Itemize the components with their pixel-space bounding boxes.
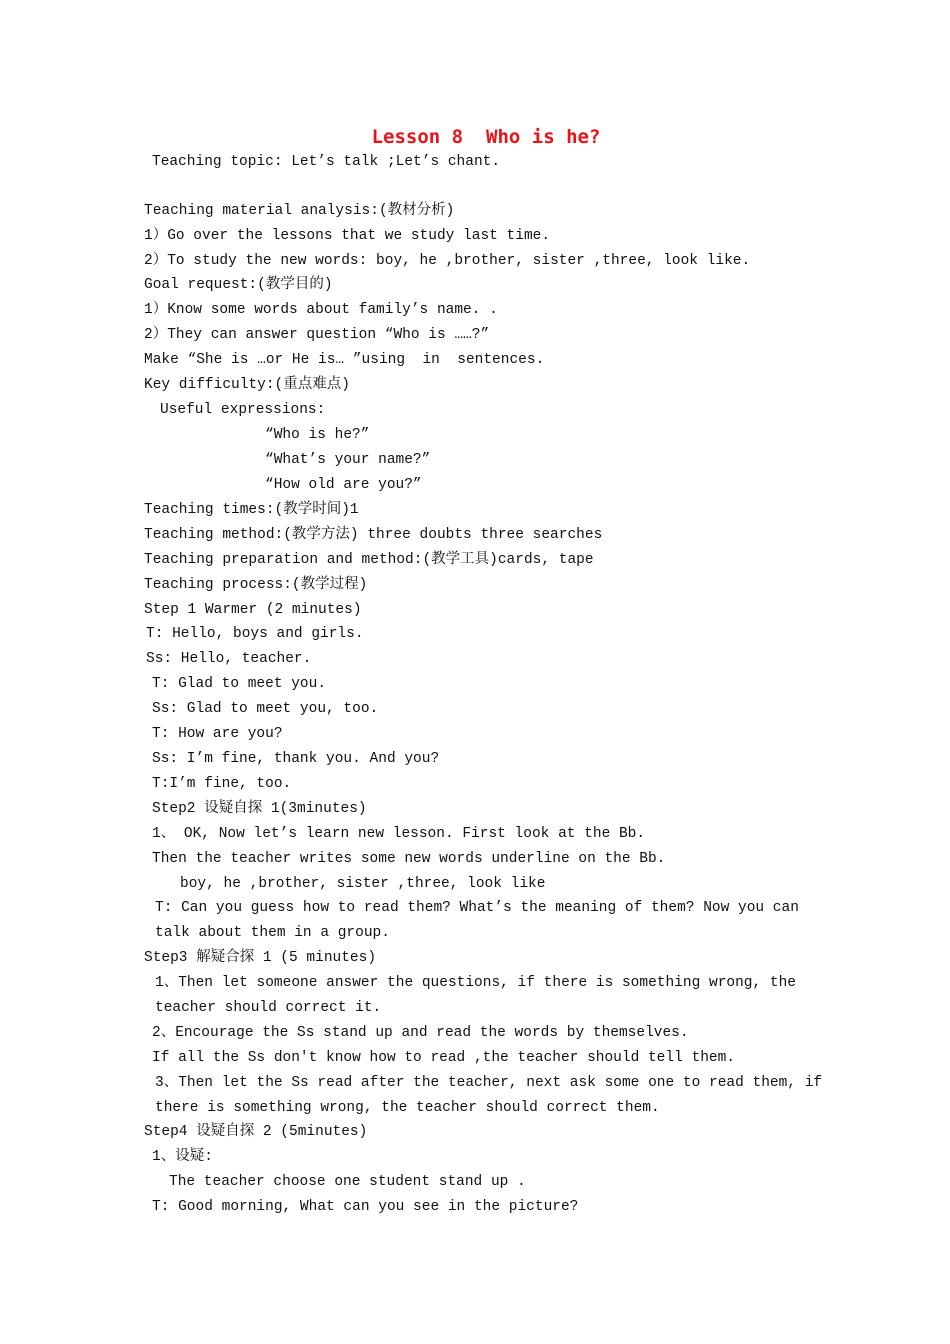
text-line: teacher should correct it. [155,1000,382,1016]
dialogue-line: T: Hello, boys and girls. [146,626,364,642]
text-line: 3、Then let the Ss read after the teacher, next ask some one to read them, if [155,1075,823,1091]
text-line: The teacher choose one student stand up . [169,1174,526,1190]
text-line: 1）Know some words about family’s name. . [144,302,498,318]
text-line: there is something wrong, the teacher should correct them. [155,1100,660,1116]
expression-line: “Who is he?” [265,427,370,443]
text-line: T: Can you guess how to read them? What’s the meaning of them? Now you can [155,900,799,916]
text-line: Useful expressions: [160,402,326,418]
expression-line: “How old are you?” [265,477,422,493]
teaching-times: Teaching times:(教学时间)1 [144,502,359,518]
teaching-method: Teaching method:(教学方法) three doubts three searches [144,527,603,543]
dialogue-line: Ss: I’m fine, thank you. And you? [152,751,440,767]
dialogue-line: T: Glad to meet you. [152,676,327,692]
step-heading: Step3 解疑合探 1 (5 minutes) [144,950,377,966]
expression-line: “What’s your name?” [265,452,431,468]
material-analysis-heading: Teaching material analysis:(教材分析) [144,203,455,219]
goal-request-heading: Goal request:(教学目的) [144,277,333,293]
text-line: 2、Encourage the Ss stand up and read the words by themselves. [152,1025,689,1041]
step-heading: Step 1 Warmer (2 minutes) [144,602,362,618]
text-line: talk about them in a group. [155,925,390,941]
text-line: 1、 OK, Now let’s learn new lesson. First look at the Bb. [152,826,646,842]
text-line: 1、设疑: [152,1149,213,1165]
dialogue-line: T: Good morning, What can you see in the picture? [152,1199,579,1215]
dialogue-line: T: How are you? [152,726,283,742]
teaching-topic: Teaching topic: Let’s talk ;Let’s chant. [152,154,501,170]
dialogue-line: Ss: Hello, teacher. [146,651,312,667]
teaching-preparation: Teaching preparation and method:(教学工具)cards, tape [144,552,594,568]
text-line: 1、Then let someone answer the questions, if there is something wrong, the [155,975,797,991]
dialogue-line: Ss: Glad to meet you, too. [152,701,379,717]
step-heading: Step4 设疑自探 2 (5minutes) [144,1124,368,1140]
step-heading: Step2 设疑自探 1(3minutes) [152,801,367,817]
lesson-title: Lesson 8 Who is he? [371,126,601,148]
text-line: Then the teacher writes some new words underline on the Bb. [152,851,666,867]
text-line: If all the Ss don't know how to read ,the teacher should tell them. [152,1050,735,1066]
text-line: 2）They can answer question “Who is ……?” [144,327,490,343]
teaching-process-heading: Teaching process:(教学过程) [144,577,368,593]
text-line: 1）Go over the lessons that we study last time. [144,228,551,244]
key-difficulty-heading: Key difficulty:(重点难点) [144,377,350,393]
text-line: Make “She is …or He is… ”using in sentences. [144,352,545,368]
text-line: 2）To study the new words: boy, he ,brother, sister ,three, look like. [144,253,751,269]
dialogue-line: T:I’m fine, too. [152,776,292,792]
text-line: boy, he ,brother, sister ,three, look like [180,876,546,892]
